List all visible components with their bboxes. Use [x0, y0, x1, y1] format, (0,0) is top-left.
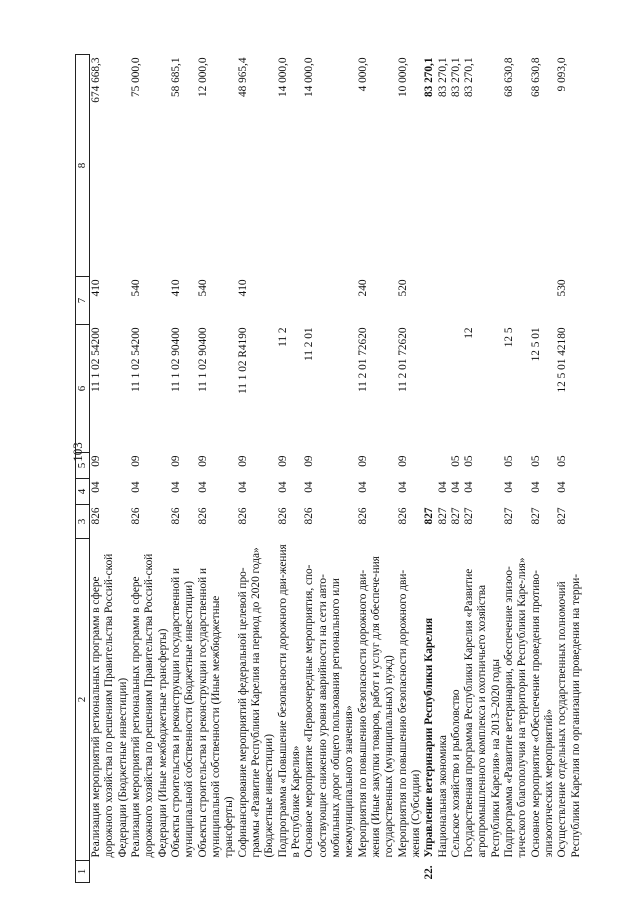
row-amount: 68 630,8 [503, 57, 516, 98]
row-ministry-code: 826 [303, 507, 316, 525]
row-target-code: 11 1 02 54200 [129, 327, 142, 393]
row-section-code: 04 [356, 481, 369, 493]
row-section-code: 04 [436, 481, 449, 493]
row-amount: 12 000,0 [196, 57, 209, 98]
row-section-code: 04 [529, 481, 542, 493]
row-ministry-code: 826 [236, 507, 249, 525]
column-header: 3 [76, 505, 90, 539]
row-subsection-code: 09 [356, 455, 369, 467]
row-number [397, 861, 424, 883]
budget-table [75, 54, 583, 883]
row-expense-type [503, 277, 530, 325]
row-section-code: 04 [463, 481, 476, 493]
column-header: 1 [76, 861, 90, 883]
table-body [89, 55, 583, 883]
row-section-code: 04 [129, 481, 142, 493]
row-subsection-code: 05 [463, 455, 476, 467]
table-row [463, 55, 503, 883]
row-expense-type: 540 [196, 279, 209, 297]
row-amount: 83 270,1 [463, 57, 476, 98]
row-section-code: 04 [503, 481, 516, 493]
row-subsection-code: 05 [529, 455, 542, 467]
row-target-code: 12 5 01 [529, 327, 542, 362]
column-header: 5 [76, 453, 90, 479]
row-expense-type [450, 277, 463, 325]
row-subsection-code: 09 [89, 455, 102, 467]
table-row [170, 55, 197, 883]
column-header: 7 [76, 277, 90, 325]
row-section-code: 04 [196, 481, 209, 493]
row-ministry-code: 827 [423, 507, 436, 525]
row-number [530, 861, 557, 883]
table-row [556, 55, 583, 883]
row-expense-type: 410 [236, 279, 249, 297]
row-section-code: 04 [396, 481, 409, 493]
column-header: 4 [76, 479, 90, 505]
row-amount: 674 668,3 [89, 57, 102, 103]
row-target-code: 11 2 01 [303, 327, 316, 361]
row-ministry-code: 827 [436, 507, 449, 525]
row-expense-type [277, 277, 304, 325]
row-subsection-code: 09 [236, 455, 249, 467]
row-amount: 83 270,1 [436, 57, 449, 98]
row-expense-type: 520 [396, 279, 409, 297]
row-expense-type: 530 [556, 279, 569, 297]
table-row [423, 55, 436, 883]
column-header: 6 [76, 325, 90, 453]
row-amount: 14 000,0 [276, 57, 289, 98]
row-number [303, 861, 356, 883]
row-ministry-code: 827 [556, 507, 569, 525]
row-target-code [450, 325, 463, 453]
row-ministry-code: 827 [529, 507, 542, 525]
row-expense-type [303, 277, 356, 325]
row-subsection-code: 09 [276, 455, 289, 467]
row-expense-type: 410 [89, 279, 102, 297]
row-expense-type: 410 [169, 279, 182, 297]
table-row [303, 55, 356, 883]
row-expense-type [423, 277, 436, 325]
row-description: Сельское хозяйство и рыболовство [449, 689, 462, 858]
row-number [463, 861, 503, 883]
row-description: Реализация мероприятий региональных программ в сфере дорожного хозяйства по решениям Правительства Россий-ской Федерации (Иные межбюджетные трансферты) [129, 553, 169, 858]
row-target-code: 11 2 01 72620 [356, 327, 369, 393]
table-row [237, 55, 277, 883]
row-amount: 9 093,0 [556, 57, 569, 92]
row-number [450, 861, 463, 883]
row-expense-type [463, 277, 503, 325]
row-number [197, 861, 237, 883]
row-target-code: 11 2 [276, 327, 289, 347]
row-section-code [423, 479, 436, 505]
row-target-code: 11 2 01 72620 [396, 327, 409, 393]
table-row [503, 55, 530, 883]
row-target-code: 12 5 01 42180 [556, 327, 569, 393]
row-number [357, 861, 397, 883]
row-section-code: 04 [169, 481, 182, 493]
row-subsection-code [423, 453, 436, 479]
row-section-code: 04 [556, 481, 569, 493]
row-number [503, 861, 530, 883]
row-section-code: 04 [89, 481, 102, 493]
row-description: Объекты строительства и реконструкции государственной и муниципальной собственности (Бюджетные инвестиции) [169, 567, 196, 858]
row-target-code: 11 1 02 54200 [89, 327, 102, 393]
row-ministry-code: 826 [396, 507, 409, 525]
row-amount: 58 685,1 [169, 57, 182, 98]
row-number [89, 861, 129, 883]
row-description: Основное мероприятие «Обеспечение проведения противо-эпизоотических мероприятий» [529, 570, 556, 858]
row-description: Софинансирование мероприятий федеральной целевой про-граммы «Развитие Республики Карелия на период до 2020 года» (Бюджетные инвестиции) [236, 547, 276, 858]
row-subsection-code: 05 [556, 455, 569, 467]
row-ministry-code: 826 [196, 507, 209, 525]
budget-table-page [75, 0, 640, 905]
row-target-code: 12 [463, 327, 476, 339]
table-row [397, 55, 424, 883]
row-description: Реализация мероприятий региональных программ в сфере дорожного хозяйства по решениям Правительства Россий-ской Федерации (Бюджетные инвестиции) [89, 553, 129, 858]
row-amount: 83 270,1 [449, 57, 462, 98]
row-ministry-code: 827 [463, 507, 476, 525]
row-description: Осуществление отдельных государственных полномочий Республики Карелия по организации проведения на терри- [556, 573, 582, 858]
row-description: Объекты строительства и реконструкции государственной и муниципальной собственности (Иные межбюджетные трансферты) [196, 567, 236, 858]
row-amount: 10 000,0 [396, 57, 409, 98]
row-subsection-code: 05 [503, 455, 516, 467]
table-row [357, 55, 397, 883]
row-number [237, 861, 277, 883]
row-ministry-code: 826 [276, 507, 289, 525]
row-target-code: 11 1 02 R4190 [236, 327, 249, 394]
row-description: Подпрограмма «Повышение безопасности дорожного дви-жения в Республике Карелия» [276, 544, 302, 858]
table-row [437, 55, 450, 883]
table-row [277, 55, 304, 883]
table-row [530, 55, 557, 883]
row-description: Мероприятия по повышению безопасности дорожного дви-жения (Субсидии) [396, 569, 422, 858]
column-header: 2 [76, 539, 90, 861]
row-description: Национальная экономика [436, 735, 449, 858]
row-subsection-code: 09 [303, 455, 316, 467]
row-target-code [423, 325, 436, 453]
row-target-code [437, 325, 450, 453]
table-row [197, 55, 237, 883]
row-subsection-code: 09 [129, 455, 142, 467]
table-row [89, 55, 129, 883]
row-target-code: 12 5 [503, 327, 516, 348]
row-ministry-code: 826 [169, 507, 182, 525]
row-subsection-code: 09 [169, 455, 182, 467]
row-amount: 83 270,1 [423, 57, 436, 98]
row-amount: 14 000,0 [303, 57, 316, 98]
row-section-code: 04 [449, 481, 462, 493]
row-expense-type: 240 [356, 279, 369, 297]
row-subsection-code: 09 [396, 455, 409, 467]
row-ministry-code: 826 [129, 507, 142, 525]
table-row [130, 55, 170, 883]
row-target-code: 11 1 02 90400 [196, 327, 209, 393]
row-target-code: 11 1 02 90400 [169, 327, 182, 393]
row-description: Подпрограмма «Развитие ветеринарии, обеспечение эпизоо-тического благополучия на территории Республики Каре-лия» [503, 557, 529, 858]
row-section-code: 04 [303, 481, 316, 493]
row-ministry-code: 826 [356, 507, 369, 525]
row-subsection-code: 09 [196, 455, 209, 467]
row-subsection-code [437, 453, 450, 479]
row-expense-type: 540 [129, 279, 142, 297]
table-header-row [76, 55, 90, 883]
column-header: 8 [76, 55, 90, 277]
page-number: 103 [70, 442, 85, 462]
row-expense-type [437, 277, 450, 325]
row-amount: 68 630,8 [529, 57, 542, 98]
row-ministry-code: 827 [449, 507, 462, 525]
row-ministry-code: 826 [89, 507, 102, 525]
row-number [170, 861, 197, 883]
row-section-code: 04 [276, 481, 289, 493]
row-section-code: 04 [236, 481, 249, 493]
row-number [556, 861, 583, 883]
row-description: Основное мероприятие «Первоочередные мероприятия, спо-собствующие снижению уровня аварийности на сети авто-мобильных дорог общего пользования регионального или межмуниципального значения» [303, 564, 356, 858]
row-amount: 4 000,0 [356, 57, 369, 92]
row-amount: 48 965,4 [236, 57, 249, 98]
row-subsection-code: 05 [449, 455, 462, 467]
row-description: Государственная программа Республики Карелия «Развитие агропромышленного комплекса и охотничьего хозяйства Республики Карелия» на 2013–2020 годы [463, 568, 502, 858]
row-number: 22. [423, 865, 436, 880]
row-number [277, 861, 304, 883]
row-expense-type [530, 277, 557, 325]
table-row [450, 55, 463, 883]
row-description: Управление ветеринарии Республики Карелия [423, 617, 436, 858]
row-amount: 75 000,0 [129, 57, 142, 98]
row-ministry-code: 827 [503, 507, 516, 525]
row-number [437, 861, 450, 883]
row-number [130, 861, 170, 883]
row-description: Мероприятия по повышению безопасности дорожного дви-жения (Иные закупки товаров, работ и услуг для обеспече-ния государственных (муниципальных) нужд) [356, 556, 396, 858]
